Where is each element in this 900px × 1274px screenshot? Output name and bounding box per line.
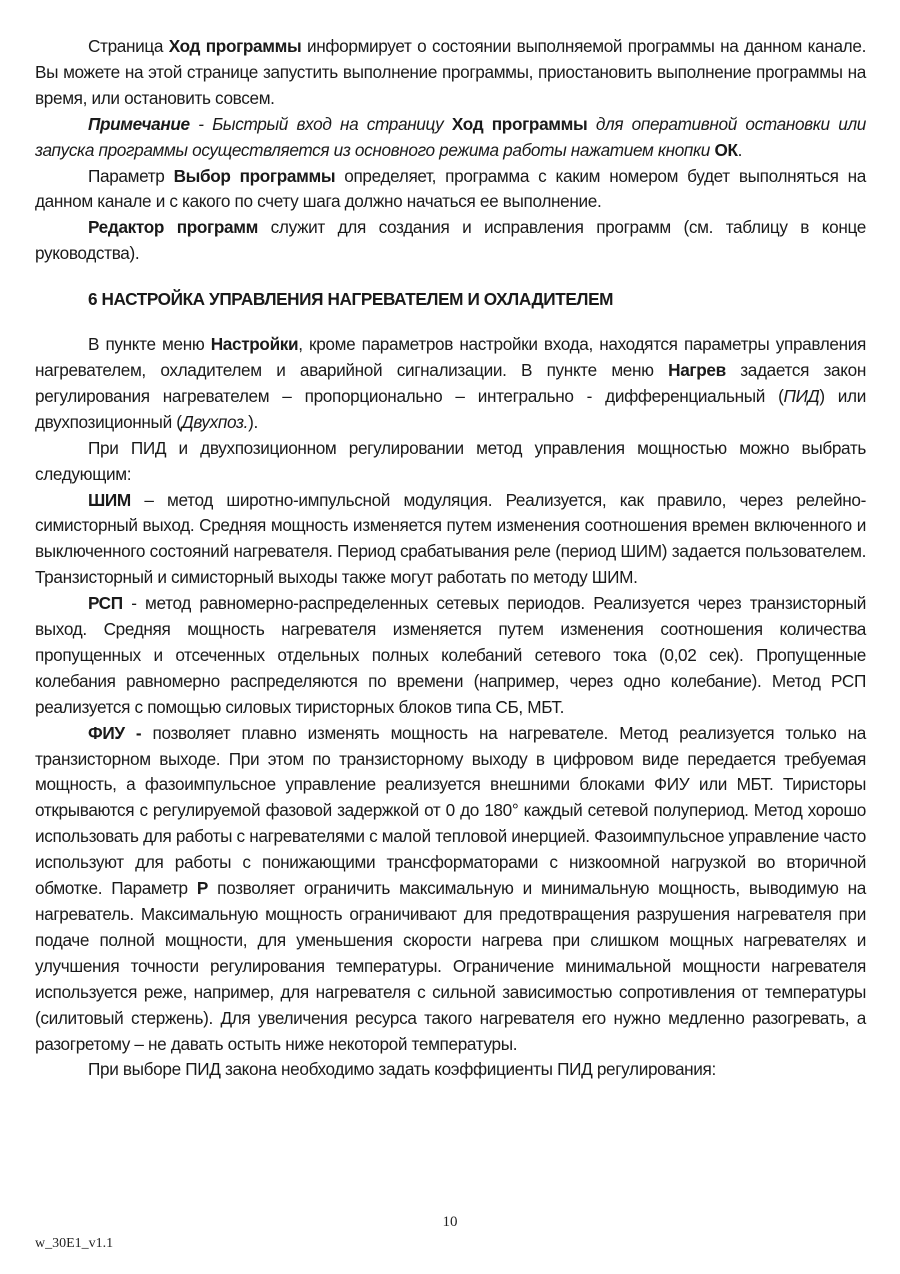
text-run: – метод широтно-импульсной модуляция. Реализуется, как правило, через релейно-симисторный выход. Средняя мощность изменяется путем изменения соотношения времен включенного и выключенного состояний нагревателя. Период срабатывания реле (период ШИМ) задается пользователем. Транзисторный и симисторный выходы также могут работать по методу ШИМ. [35,489,866,588]
page-number: 10 [442,1214,458,1230]
paragraph-s2 [35,436,866,488]
emphasized-text: Выбор программы [173,165,336,186]
text-run: Параметр [88,165,174,186]
document-code: w_30E1_v1.1 [35,1236,114,1251]
text-run: . [737,139,743,160]
intro-paragraphs [35,34,866,267]
paragraph-p1 [35,34,866,112]
paragraph-s3 [35,488,866,592]
paragraph-p4 [35,215,866,267]
section-heading: 6 НАСТРОЙКА УПРАВЛЕНИЯ НАГРЕВАТЕЛЕМ И ОХЛАДИТЕЛЕМ [88,289,614,310]
emphasized-text: Нагрев [668,359,726,380]
emphasized-text: Р [196,878,209,899]
document-page [35,34,866,1083]
emphasized-text: Двухпоз. [181,411,249,432]
text-run: ) или двухпозиционный ( [35,385,866,432]
emphasized-text: РСП [88,593,123,614]
text-run: Страница [88,36,169,56]
text-run: определяет, программа с каким номером будет выполняться на данном канале и с какого по счету шага должно начаться ее выполнение. [35,165,867,212]
emphasized-text: ПИД [783,385,820,406]
emphasized-text: Примечание [88,113,190,134]
text-run: , кроме параметров настройки входа, находятся параметры управления нагревателем, охладителем и аварийной сигнализации. В пункте меню [35,334,866,380]
emphasized-text: Ход программы [451,113,588,134]
text-run: задается закон регулирования нагревателем – пропорционально – интегрально - дифференциальный ( [35,359,866,406]
paragraph-s1 [35,332,866,436]
emphasized-text: Настройки [210,334,299,355]
text-run: позволяет плавно изменять мощность на нагревателе. Метод реализуется только на транзисторном выходе. При этом по транзисторному выходу в цифровом виде передается требуемая мощность, а фазоимпульсное управление реализуется внешними блоками ФИУ или МБТ. Тиристоры открываются с регулируемой фазовой задержкой от 0 до 180° каждый сетевой полупериод. Метод хорошо использовать для работы с нагревателями с малой тепловой инерцией. Фазоимпульсное управление часто используют для работы с понижающими трансформаторами с низкоомной нагрузкой во вторичной обмотке. Параметр [35,722,867,899]
emphasized-text: Ход программы [168,36,302,56]
emphasized-text: Редактор программ [88,217,258,238]
paragraph-s5 [35,721,866,1058]
text-run: служит для создания и исправления программ (см. таблицу в конце руководства). [35,217,866,264]
paragraph-p3 [35,164,866,216]
section-paragraphs [35,332,866,1083]
text-run: В пункте меню [88,334,211,355]
text-run: информирует о состоянии выполняемой программы на данном канале. Вы можете на этой странице запустить выполнение программы, приостановить выполнение программы на время, или остановить совсем. [35,36,866,108]
paragraph-p2 [35,112,866,164]
emphasized-text: ФИУ - [88,722,142,743]
emphasized-text: - Быстрый вход на страницу [189,113,452,134]
text-run: - метод равномерно-распределенных сетевых периодов. Реализуется через транзисторный выход. Средняя мощность нагревателя изменяется путем изменения соотношения количества пропущенных и отсеченных отдельных полных колебаний сетевого тока (0,02 сек). Пропущенные колебания равномерно распределяются по времени (например, через одно колебание). Метод РСП реализуется с помощью силовых тиристорных блоков типа СБ, МБТ. [35,593,866,717]
text-run: При выборе ПИД закона необходимо задать коэффициенты ПИД регулирования: [88,1059,716,1080]
text-run: позволяет ограничить максимальную и минимальную мощность, выводимую на нагреватель. Максимальную мощность ограничивают для предотвращения разрушения нагревателя при подаче полной мощности, для уменьшения скорости нагрева при слишком мощных нагревателях и улучшения точности регулирования температуры. Ограничение минимальной мощности нагревателя используется реже, например, для нагревателя с сильной зависимостью сопротивления от температуры (силитовый стержень). Для увеличения ресурса такого нагревателя его нужно медленно разогревать, а разогретому – не давать остыть ниже некоторой температуры. [35,878,866,1054]
emphasized-text: для оперативной остановки или запуска программы осуществляется из основного режима работы нажатием кнопки [35,113,866,160]
emphasized-text: ОК [714,139,738,160]
emphasized-text: ШИМ [88,489,131,510]
paragraph-s6 [35,1057,866,1083]
paragraph-s4 [35,591,866,721]
text-run: ). [248,411,258,432]
text-run: При ПИД и двухпозиционном регулировании метод управления мощностью можно выбрать следующим: [35,437,866,484]
